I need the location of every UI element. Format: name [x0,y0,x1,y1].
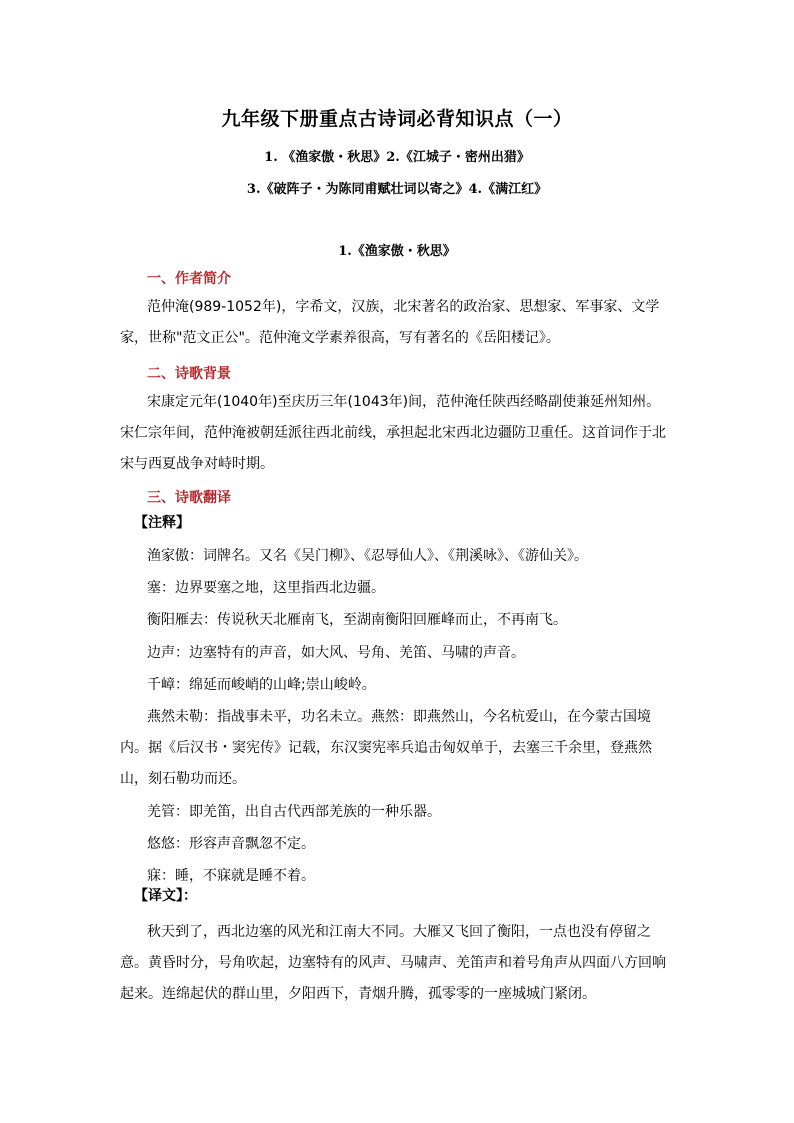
translation-label: 【译文】： [134,888,197,904]
note-item: 千嶂：绵延而峻峭的山峰;崇山峻岭。 [147,677,376,693]
notes-label: 【注释】 [134,515,190,531]
toc-line-1: 1. 《渔家傲・秋思》2.《江城子・密州出猎》 [264,150,530,165]
note-item: 塞：边界要塞之地，这里指西北边疆。 [147,580,385,596]
author-heading: 一、作者简介 [147,271,231,287]
toc-line-2: 3.《破阵子・为陈同甫赋壮词以寄之》4.《满江红》 [246,182,548,197]
background-heading: 二、诗歌背景 [147,366,231,382]
document-title: 九年级下册重点古诗词必背知识点（一） [221,108,573,130]
note-item: 燕然未勒：指战事未平，功名未立。燕然：即燕然山，今名杭爱山，在今蒙古国境内。据《后汉书・窦宪传》记载，东汉窦宪率兵追击匈奴单于，去塞三千余里，登燕然山，刻石勒功而还。 [120,709,652,787]
section-title: 1.《渔家傲・秋思》 [338,244,456,259]
note-item: 寐：睡，不寐就是睡不着。 [147,868,315,884]
translation-paragraph: 秋天到了，西北边塞的风光和江南大不同。大雁又飞回了衡阳，一点也没有停留之意。黄昏时分，号角吹起，边塞特有的风声、马啸声、羌笛声和着号角声从四面八方回响起来。连绵起伏的群山里，夕阳西下，青烟升腾，孤零零的一座城城门紧闭。 [120,924,666,1002]
note-item: 悠悠：形容声音飘忽不定。 [147,836,315,852]
author-paragraph: 范仲淹(989-1052年)，字希文，汉族，北宋著名的政治家、思想家、军事家、文学家，世称"范文正公"。范仲淹文学素养很高，写有著名的《岳阳楼记》。 [120,299,660,346]
note-item: 衡阳雁去：传说秋天北雁南飞，至湖南衡阳回雁峰而止，不再南飞。 [147,612,567,628]
translation-heading: 三、诗歌翻译 [147,490,231,506]
note-item: 渔家傲：词牌名。又名《吴门柳》、《忍辱仙人》、《荆溪咏》、《游仙关》。 [147,548,588,564]
note-item: 羌管：即羌笛，出自古代西部羌族的一种乐器。 [147,804,441,820]
background-paragraph: 宋康定元年(1040年)至庆历三年(1043年)间，范仲淹任陕西经略副使兼延州知州。宋仁宗年间，范仲淹被朝廷派往西北前线，承担起北宋西北边疆防卫重任。这首词作于北宋与西夏战争对峙时期。 [120,394,666,472]
note-item: 边声：边塞特有的声音，如大风、号角、羌笛、马啸的声音。 [147,645,525,661]
